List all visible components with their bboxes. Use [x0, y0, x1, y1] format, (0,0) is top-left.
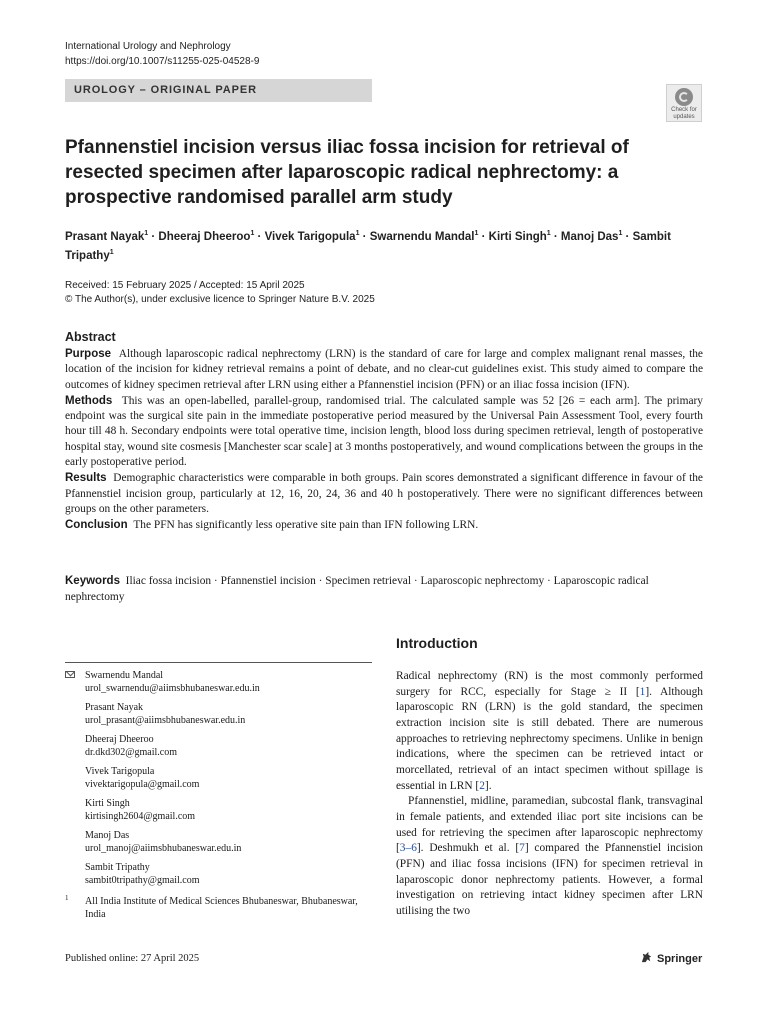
abstract-body: [65, 347, 703, 535]
citation-link[interactable]: 7: [519, 842, 525, 855]
keywords-text: Iliac fossa incision · Pfannenstiel incision · Specimen retrieval · Laparoscopic nephrectomy · Laparoscopic radical nephrectomy: [65, 575, 649, 603]
contact-name: Prasant Nayak: [85, 702, 144, 713]
contact-email[interactable]: dr.dkd302@gmail.com: [85, 747, 177, 758]
contact-name: Vivek Tarigopula: [85, 766, 155, 777]
affiliation-marker[interactable]: 1: [109, 248, 114, 256]
introduction-heading: Introduction: [396, 635, 478, 651]
author-separator: ·: [550, 230, 561, 243]
contact-name: Swarnendu Mandal: [85, 670, 164, 681]
abstract-conclusion: [65, 518, 703, 533]
affiliation-text: All India Institute of Medical Sciences Bhubaneswar, Bhubaneswar, India: [85, 896, 358, 920]
footnote-divider: [65, 662, 372, 663]
journal-name: International Urology and Nephrology: [65, 41, 231, 52]
affiliation-marker[interactable]: 1: [618, 230, 623, 237]
publisher-name: Springer: [657, 953, 703, 965]
contact-email[interactable]: sambit0tripathy@gmail.com: [85, 875, 200, 886]
affiliation-marker[interactable]: 1: [355, 230, 360, 237]
author-name[interactable]: Vivek Tarigopula: [264, 230, 356, 243]
author-name[interactable]: Prasant Nayak: [65, 230, 145, 243]
citation-link[interactable]: 3–6: [399, 842, 417, 855]
check-for-updates-badge[interactable]: [666, 84, 702, 122]
abstract-results: [65, 471, 703, 517]
intro-p1-text-a: Radical nephrectomy (RN) is the most commonly performed surgery for RCC, especially for Stage ≥ II [: [396, 670, 703, 698]
conclusion-label: Conclusion: [65, 519, 128, 532]
affiliation: [65, 895, 372, 921]
author-name[interactable]: Manoj Das: [560, 230, 619, 243]
intro-p2-text-a: Pfannenstiel, midline, paramedian, subcostal flank, transvaginal in female patients, and extended iliac port site incisions can be used for retrieving the specimen after laparoscopic nephrectomy [: [396, 795, 703, 855]
article-category: UROLOGY – ORIGINAL PAPER: [65, 79, 372, 102]
update-icon: [675, 88, 693, 106]
contact-email[interactable]: kirtisingh2604@gmail.com: [85, 811, 196, 822]
received-accepted: Received: 15 February 2025 / Accepted: 15 April 2025: [65, 280, 305, 291]
springer-horse-icon: [640, 951, 653, 964]
abstract-methods: [65, 394, 703, 470]
citation-link[interactable]: 2: [479, 779, 485, 792]
affiliation-marker[interactable]: 1: [474, 230, 479, 237]
contact-entry: [65, 733, 372, 759]
doi-link[interactable]: https://doi.org/10.1007/s11255-025-04528-9: [65, 56, 260, 67]
citation-link[interactable]: 1: [639, 685, 646, 698]
results-label: Results: [65, 472, 107, 485]
purpose-label: Purpose: [65, 348, 112, 360]
intro-paragraph-1: [396, 669, 703, 794]
contact-entry: [65, 797, 372, 823]
author-name[interactable]: Dheeraj Dheeroo: [158, 230, 251, 243]
purpose-text: Although laparoscopic radical nephrectomy (LRN) is the standard of care for large and complex malignant renal masses, the location of the incision for kidney retrieval remains a point of debate, and no clear-cut guidelines exist. This study aimed to compare the outcomes of kidney specimen retrieval after LRN using either a Pfannenstiel incision (PFN) or an iliac fossa incision (IFN).: [65, 348, 703, 391]
keywords: [65, 573, 703, 605]
conclusion-text: The PFN has significantly less operative site pain than IFN following LRN.: [133, 519, 479, 532]
intro-p2-text-b: ]. Deshmukh et al. [: [416, 842, 520, 855]
envelope-icon: [65, 671, 75, 678]
author-contacts: [65, 669, 372, 921]
contact-name: Manoj Das: [85, 830, 130, 841]
abstract-heading: Abstract: [65, 330, 116, 344]
contact-name: Dheeraj Dheeroo: [85, 734, 154, 745]
publisher-logo: [640, 951, 702, 965]
intro-p1-text-c: ].: [484, 779, 492, 792]
introduction-body: [396, 669, 703, 920]
intro-p1-text-b: ]. Although laparoscopic RN (LRN) is the gold standard, the specimen extraction incision site is still debated. There are numerous approaches to retrieving nephrectomy specimens. Unlike in benign indications, where the specimen can be retrieved intact or morcellated, retrieval of an intact specimen without spillage is essential in LRN [: [396, 685, 703, 792]
contact-entry: [65, 701, 372, 727]
author-separator: ·: [478, 230, 489, 243]
contact-email[interactable]: vivektarigopula@gmail.com: [85, 779, 200, 790]
contact-name: Kirti Singh: [85, 798, 130, 809]
methods-label: Methods: [65, 394, 113, 407]
contact-entry: [65, 861, 372, 887]
article-title: Pfannenstiel incision versus iliac fossa incision for retrieval of resected specimen after laparoscopic radical nephrectomy: a prospective randomised parallel arm study: [65, 137, 629, 208]
contact-email[interactable]: urol_prasant@aiimsbhubaneswar.edu.in: [85, 715, 246, 726]
contact-email[interactable]: urol_manoj@aiimsbhubaneswar.edu.in: [85, 843, 242, 854]
author-separator: ·: [359, 230, 370, 243]
abstract-purpose: [65, 347, 703, 393]
author-separator: ·: [622, 230, 633, 243]
results-text: Demographic characteristics were comparable in both groups. Pain scores demonstrated a significant difference in favour of the Pfannenstiel incision group, particularly at 12, 16, 20, 24, 36 and 40 h postoperatively. There were no significant differences between groups on the other parameters.: [65, 472, 703, 515]
methods-text: This was an open-labelled, parallel-group, randomised trial. The calculated sample was 52 [26 = each arm]. The primary endpoint was the surgical site pain in the immediate postoperative period measured by the Universal Pain Assessment Tool, every fourth hour till 48 h. Secondary endpoints were total operative time, incision length, blood loss during specimen retrieval, length of postoperative hospital stay, wound site cosmesis [Manchester scar scale] at 3 months postoperatively, and wound complications between the groups in the early postoperative period.: [65, 394, 703, 469]
intro-p2-text-c: ] compared the Pfannenstiel incision (PFN) and iliac fossa incisions (IFN) for specimen retrieval in laparoscopic donor nephrectomy patients. However, a formal investigation on retrieving intact kidney specimen after LRN utilising the two: [396, 842, 703, 917]
author-separator: ·: [148, 230, 159, 243]
affiliation-number: 1: [65, 894, 69, 902]
article-dates: [65, 279, 375, 307]
intro-paragraph-2: [396, 794, 703, 919]
contact-entry: [65, 765, 372, 791]
author-separator: ·: [254, 230, 265, 243]
author-name[interactable]: Kirti Singh: [488, 230, 547, 243]
author-name[interactable]: Sambit Tripathy: [65, 230, 671, 262]
contact-entry: [65, 669, 372, 695]
badge-line-2: updates: [673, 114, 695, 120]
copyright-notice: © The Author(s), under exclusive licence to Springer Nature B.V. 2025: [65, 294, 375, 305]
contact-email[interactable]: urol_swarnendu@aiimsbhubaneswar.edu.in: [85, 683, 260, 694]
contact-entry: [65, 829, 372, 855]
badge-line-1: Check for: [671, 107, 697, 113]
affiliation-marker[interactable]: 1: [144, 230, 149, 237]
contact-name: Sambit Tripathy: [85, 862, 150, 873]
author-name[interactable]: Swarnendu Mandal: [369, 230, 475, 243]
keywords-label: Keywords: [65, 575, 120, 587]
affiliation-marker[interactable]: 1: [250, 230, 255, 237]
published-online-date: Published online: 27 April 2025: [65, 953, 200, 964]
affiliation-marker[interactable]: 1: [546, 230, 551, 237]
author-list: [65, 226, 705, 264]
